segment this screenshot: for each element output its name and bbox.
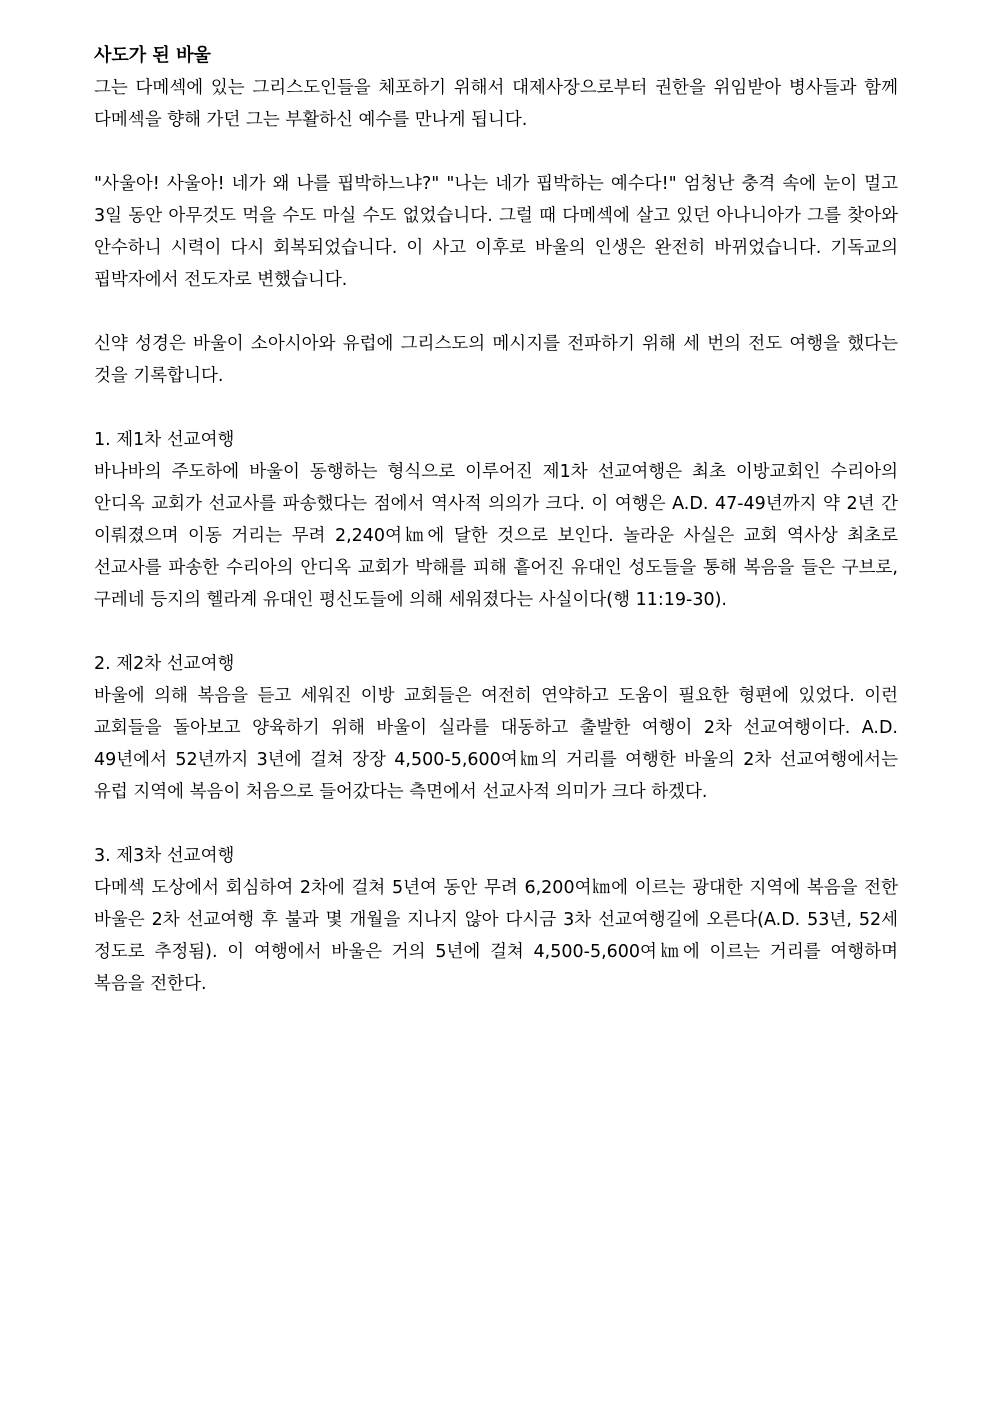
section-body: 다메섹 도상에서 회심하여 2차에 걸쳐 5년여 동안 무려 6,200여㎞에 이르는 광대한 지역에 복음을 전한 바울은 2차 선교여행 후 불과 몇 개월을 지나지 않아 다시금 3차 선교여행길에 오른다(A.D. 53년, 52세 정도로 추정됨). 이 여행에서 바울은 거의 5년에 걸쳐 4,500-5,600여㎞에 이르는 거리를 여행하며 복음을 전한다.	[94, 878, 898, 994]
document-title: 사도가 된 바울	[94, 45, 211, 66]
intro-paragraph-2: "사울아! 사울아! 네가 왜 나를 핍박하느냐?" "나는 네가 핍박하는 예수다!" 엄청난 충격 속에 눈이 멀고 3일 동안 아무것도 먹을 수도 마실 수도 없었습니다. 그럴 때 다메섹에 살고 있던 아나니아가 그를 찾아와 안수하니 시력이 다시 회복되었습니다. 이 사고 이후로 바울의 인생은 완전히 바뀌었습니다. 기독교의 핍박자에서 전도자로 변했습니다.	[94, 174, 898, 290]
section-heading: 1. 제1차 선교여행	[94, 430, 235, 450]
section-second-journey	[94, 648, 898, 808]
section-heading: 2. 제2차 선교여행	[94, 654, 235, 674]
intro-paragraph-1: 그는 다메섹에 있는 그리스도인들을 체포하기 위해서 대제사장으로부터 권한을 위임받아 병사들과 함께 다메섹을 향해 가던 그는 부활하신 예수를 만나게 됩니다.	[94, 78, 898, 130]
paragraph-gap	[94, 296, 898, 328]
section-body: 바울에 의해 복음을 듣고 세워진 이방 교회들은 여전히 연약하고 도움이 필요한 형편에 있었다. 이런 교회들을 돌아보고 양육하기 위해 바울이 실라를 대동하고 출발한 여행이 2차 선교여행이다. A.D. 49년에서 52년까지 3년에 걸쳐 장장 4,500-5,600여㎞의 거리를 여행한 바울의 2차 선교여행에서는 유럽 지역에 복음이 처음으로 들어갔다는 측면에서 선교사적 의미가 크다 하겠다.	[94, 686, 898, 802]
intro-paragraph-3: 신약 성경은 바울이 소아시아와 유럽에 그리스도의 메시지를 전파하기 위해 세 번의 전도 여행을 했다는 것을 기록합니다.	[94, 334, 898, 386]
paragraph-gap	[94, 808, 898, 840]
document-page	[94, 40, 898, 1000]
section-heading: 3. 제3차 선교여행	[94, 846, 235, 866]
section-body: 바나바의 주도하에 바울이 동행하는 형식으로 이루어진 제1차 선교여행은 최초 이방교회인 수리아의 안디옥 교회가 선교사를 파송했다는 점에서 역사적 의의가 크다. 이 여행은 A.D. 47-49년까지 약 2년 간 이뤄졌으며 이동 거리는 무려 2,240여㎞에 달한 것으로 보인다. 놀라운 사실은 교회 역사상 최초로 선교사를 파송한 수리아의 안디옥 교회가 박해를 피해 흩어진 유대인 성도들을 통해 복음을 들은 구브로, 구레네 등지의 헬라계 유대인 평신도들에 의해 세워졌다는 사실이다(행 11:19-30).	[94, 462, 898, 610]
paragraph-gap	[94, 616, 898, 648]
section-first-journey	[94, 424, 898, 616]
section-third-journey	[94, 840, 898, 1000]
paragraph-gap	[94, 392, 898, 424]
paragraph-gap	[94, 136, 898, 168]
